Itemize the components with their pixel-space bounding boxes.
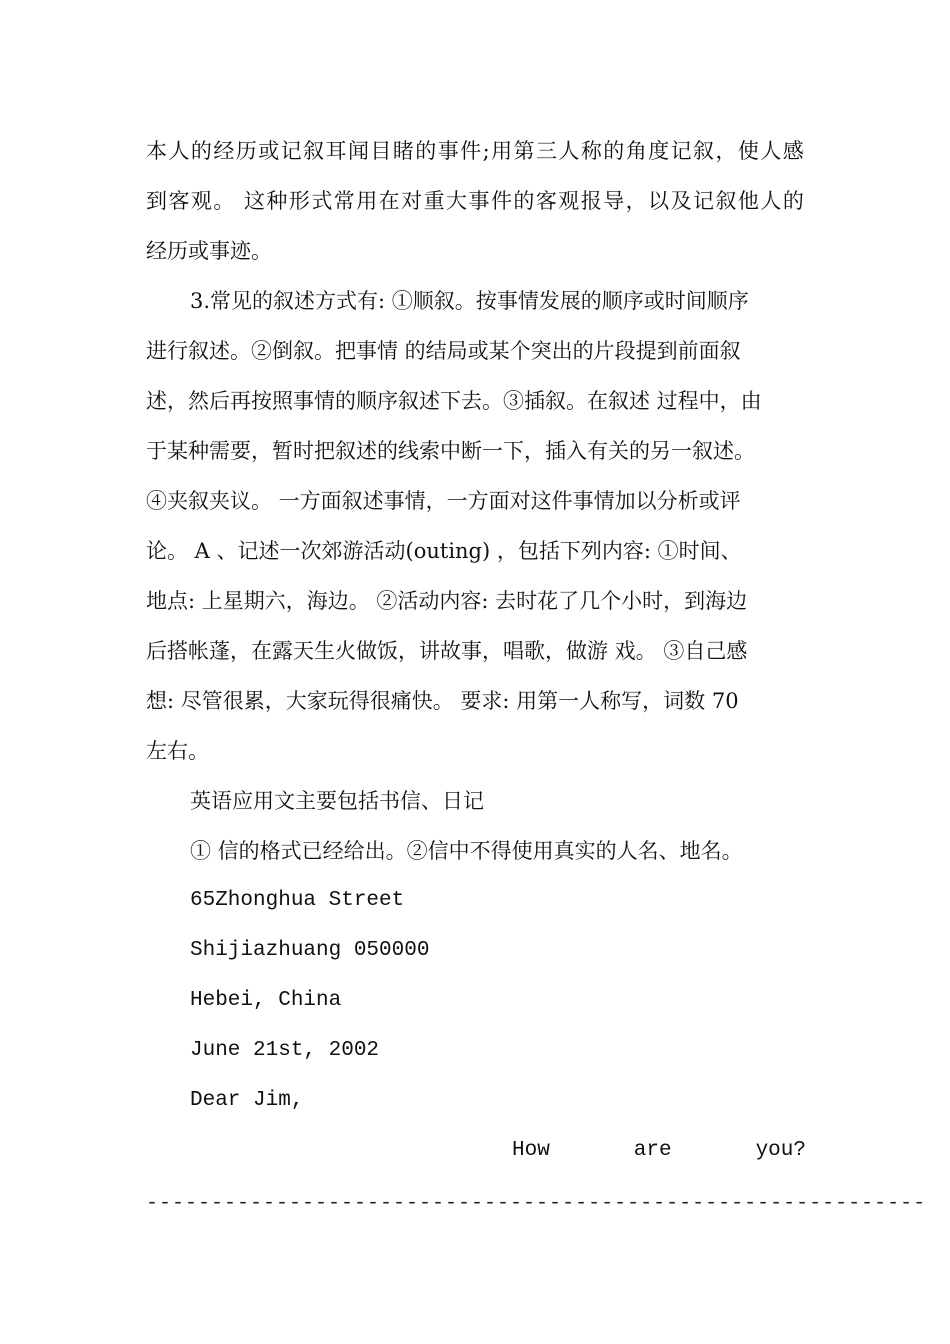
paragraph2-line-9: 想: 尽管很累，大家玩得很痛快。 要求: 用第一人称写，词数 70 <box>146 689 739 713</box>
paragraph1-line-3: 经历或事迹。 <box>146 239 272 263</box>
greeting-word-are: are <box>633 1139 672 1162</box>
paragraph2-line-5: ④夹叙夹议。 一方面叙述事情，一方面对这件事情加以分析或评 <box>146 489 741 513</box>
paragraph2-line-7: 地点: 上星期六，海边。 ②活动内容: 去时花了几个小时，到海边 <box>146 589 748 613</box>
letter-address-line-1: 65Zhonghua Street <box>190 889 405 912</box>
letter-address-line-3: Hebei, China <box>190 989 342 1012</box>
paragraph3-instructions: ① 信的格式已经给出。②信中不得使用真实的人名、地名。 <box>190 839 743 863</box>
paragraph2-line-2: 进行叙述。②倒叙。把事情 的结局或某个突出的片段提到前面叙 <box>146 339 741 363</box>
letter-date: June 21st, 2002 <box>190 1039 380 1062</box>
paragraph3-intro: 英语应用文主要包括书信、日记 <box>190 789 484 813</box>
letter-salutation: Dear Jim, <box>190 1089 304 1112</box>
greeting-word-how: How <box>512 1139 550 1162</box>
paragraph2-line-8: 后搭帐蓬，在露天生火做饭，讲故事，唱歌，做游 戏。 ③自己感 <box>146 639 748 663</box>
paragraph2-line-6: 论。 A 、记述一次郊游活动(outing) ，包括下列内容: ①时间、 <box>146 539 742 563</box>
paragraph2-line-10: 左右。 <box>146 739 209 763</box>
paragraph1-line-2: 到 客 观 。 这 种 形 式 常 用 在 对 重 大 事 件 的 客 观 报 导 ， 以 及 记 叙 他 人 的 <box>146 189 804 213</box>
letter-greeting <box>512 1138 806 1164</box>
dashed-separator: ------------------------------------------------------------ <box>146 1192 927 1215</box>
paragraph2-line-1: 3.常见的叙述方式有: ①顺叙。按事情发展的顺序或时间顺序 <box>190 289 749 313</box>
greeting-word-you: you? <box>755 1139 806 1162</box>
letter-address-line-2: Shijiazhuang 050000 <box>190 939 430 962</box>
paragraph2-line-4: 于某种需要，暂时把叙述的线索中断一下，插入有关的另一叙述。 <box>146 439 755 463</box>
paragraph1-line-1: 本 人 的 经 历 或 记 叙 耳 闻 目 睹 的 事 件 ; 用 第 三 人 称 的 角 度 记 叙 ， 使 人 感 <box>146 139 804 163</box>
paragraph2-line-3: 述，然后再按照事情的顺序叙述下去。③插叙。在叙述 过程中，由 <box>146 389 762 413</box>
